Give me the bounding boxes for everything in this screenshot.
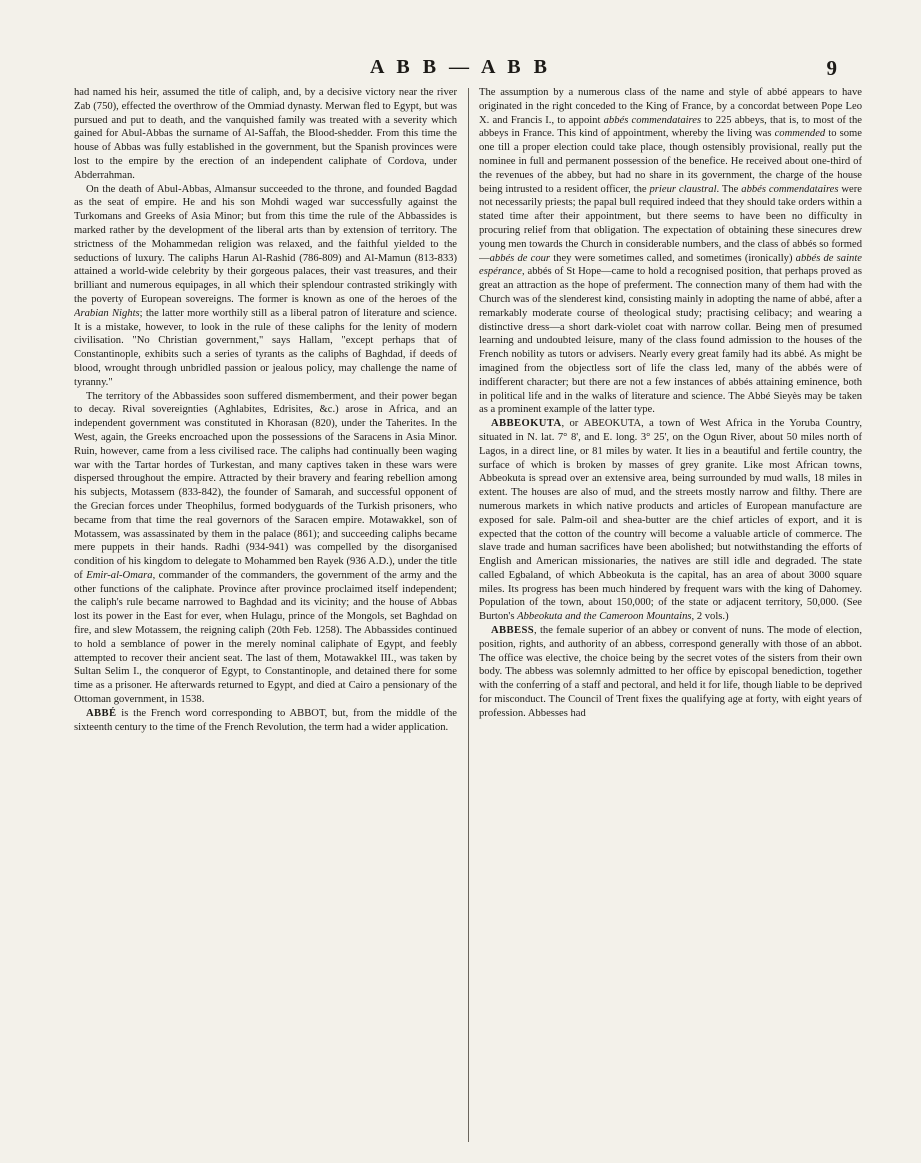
page-header bbox=[0, 56, 921, 82]
left-column bbox=[74, 86, 457, 1144]
paragraph-abbe-continued: The assumption by a numerous class of the name and style of abbé appears to have originated in the right conceded to the King of France, by a concordat between Pope Leo X. and Francis I., to appoint abbés commendataires to 225 abbeys, that is, to most of the abbeys in France. This kind of appointment, whereby the living was commended to some one till a proper election could take place, though ostensibly provisional, really put the nominee in full and permanent possession of the benefice. He received about one-third of the revenues of the abbey, but had no share in its government, the charge of the house being intrusted to a resident officer, the prieur claustral. The abbés commendataires were not necessarily priests; the papal bull required indeed that they should take orders within a stated time after their appointment, but there seems to have been no difficulty in procuring relief from that obligation. The expectation of obtaining these sinecures drew young men towards the Church in considerable numbers, and the class of abbés so formed—abbés de cour they were sometimes called, and sometimes (ironically) abbés de sainte espérance, abbés of St Hope—came to hold a recognised position, that perhaps proved as great an attraction as the hope of preferment. The connection many of them had with the Church was of the slenderest kind, consisting mainly in adopting the name of abbé, after a remarkably moderate course of theological study; practising celibacy; and wearing a distinctive dress—a short dark-violet coat with narrow collar. Being men of presumed learning and undoubted leisure, many of the class found admission to the houses of the French nobility as tutors or advisers. Nearly every great family had its abbé. As might be imagined from the objectless sort of life the class led, many of the abbés were of indifferent character; but there are not a few instances of abbés attaining eminence, both in political life and in the walks of literature and science. The Abbé Sieyès may be taken as a prominent example of the latter type. bbox=[479, 87, 862, 416]
italic-title-arabian-nights: Arabian Nights bbox=[74, 307, 140, 319]
headword-abbeokuta: ABBEOKUTA bbox=[491, 418, 562, 430]
page-number: 9 bbox=[826, 56, 837, 80]
entry-abbeokuta: ABBEOKUTA, or ABEOKUTA, a town of West Africa in the Yoruba Country, situated in N. lat. 7° 8', and E. long. 3° 25', on the Ogun River, about 50 miles north of Lagos, in a direct line, or 81 miles by water. It lies in a beautiful and fertile country, the surface of which is broken by masses of grey granite. Like most African towns, Abbeokuta is spread over an extensive area, being surrounded by mud walls, 18 miles in extent. The houses are also of mud, and the streets mostly narrow and filthy. There are numerous markets in which native products and articles of European manufacture are exposed for sale. Palm-oil and shea-butter are the chief articles of export, and it is expected that the cotton of the country will become a valuable article of commerce. The slave trade and human sacrifices have been abolished; but notwithstanding the efforts of English and American missionaries, the natives are still idle and degraded. The state called Egbaland, of which Abbeokuta is the capital, has an area of about 3000 square miles. Its progress has been much hindered by frequent wars with the king of Dahomey. Population of the town, about 150,000; of the state or adjacent territory, 50,000. (See Burton's Abbeokuta and the Cameroon Mountains, 2 vols.) bbox=[479, 418, 862, 623]
paragraph-almansur: On the death of Abul-Abbas, Almansur succeeded to the throne, and founded Bagdad as the seat of empire. He and his son Mohdi waged war successfully against the Turkomans and Greeks of Asia Minor; but from this time the rule of the Abbassides is marked rather by the development of the liberal arts than by extension of territory. The strictness of the Mohammedan religion was relaxed, and the faithful yielded to the seductions of luxury. The caliphs Harun Al-Rashid (786-809) and Al-Mamun (813-833) attained a world-wide celebrity by their gorgeous palaces, their vast treasures, and their brilliant and numerous equipages, in all which their splendour contrasted strikingly with the poverty of European sovereigns. The former is known as one of the heroes of the Arabian Nights; the latter more worthily still as a liberal patron of literature and science. It is a mistake, however, to look in the rule of these caliphs for the lenity of modern civilisation. "No Christian government," says Hallam, "except perhaps that of Constantinople, exhibits such a series of tyrants as the caliphs of Baghdad, if deeds of blood, wrought through unbridled passion or jealous policy, may challenge the name of tyranny." bbox=[74, 183, 457, 388]
paragraph-abbassides-continued: had named his heir, assumed the title of caliph, and, by a decisive victory near the river Zab (750), effected the overthrow of the Ommiad dynasty. Merwan fled to Egypt, but was pursued and put to death, and the vanquished family was treated with a severity which gained for Abul-Abbas the surname of Al-Saffah, the Blood-shedder. From this time the house of Abbas was fully established in the government, but the Spanish provinces were lost to the empire by the erection of an independent caliphate of Cordova, under Abderrahman. bbox=[74, 87, 457, 181]
italic-title-burton: Abbeokuta and the Cameroon Mountains bbox=[517, 611, 692, 623]
column-divider bbox=[468, 88, 469, 1142]
entry-abbe: ABBÉ is the French word corresponding to ABBOT, but, from the middle of the sixteenth century to the time of the French Revolution, the term had a wider application. bbox=[74, 707, 457, 733]
right-column bbox=[479, 86, 862, 1144]
headword-abbess: ABBESS bbox=[491, 625, 535, 637]
italic-title-emir-al-omara: Emir-al-Omara bbox=[86, 569, 153, 581]
entry-abbess: ABBESS, the female superior of an abbey or convent of nuns. The mode of election, position, rights, and authority of an abbess, correspond generally with those of an abbot. The office was elective, the choice being by the secret votes of the sisters from their own body. The abbess was solemnly admitted to her office by episcopal benediction, together with the conferring of a staff and pectoral, and held it for life, though liable to be deprived for misconduct. The Council of Trent fixes the qualifying age at forty, with eight years of profession. Abbesses had bbox=[479, 625, 862, 719]
paragraph-dismemberment: The territory of the Abbassides soon suffered dismemberment, and their power began to decay. Rival sovereignties (Aghlabites, Edrisites, &c.) arose in Africa, and an independent government was constituted in Khorasan (820), under the Taherites. In the West, again, the Greeks encroached upon the possessions of the Saracens in Asia Minor. Ruin, however, came from a less civilised race. The caliphs had continually been waging war with the Tartar hordes of Turkestan, and many captives taken in these wars were dispersed throughout the empire. Attracted by their bravery and fearing rebellion among his subjects, Motassem (833-842), the founder of Samarah, and successful opponent of the Grecian forces under Theophilus, formed bodyguards of the Turkish prisoners, who became from that time the real governors of the Saracen empire. Motawakkel, son of Motassem, was assassinated by them in the palace (861); and succeeding caliphs became mere puppets in their hands. Radhi (934-941) was compelled by the disorganised condition of his kingdom to delegate to Mohammed ben Rayek (936 A.D.), under the title of Emir-al-Omara, commander of the commanders, the government of the army and the other functions of the caliphate. Province after province proclaimed itself independent; the caliph's rule became narrowed to Baghdad and its vicinity; and the house of Abbas lost its power in the East for ever, when Hulagu, prince of the Mongols, set Baghdad on fire, and slew Motassem, the reigning caliph (20th Feb. 1258). The Abbassides continued to hold a semblance of power in the merely nominal caliphate of Egypt, and feebly attempted to recover their ancient seat. The last of them, Motawakkel III., was taken by Sultan Selim I., the conqueror of Egypt, to Constantinople, and detained there for some time as a prisoner. He afterwards returned to Egypt, and died at Cairo a pensionary of the Ottoman government, in 1538. bbox=[74, 390, 457, 706]
headword-abbe: ABBÉ bbox=[86, 707, 117, 719]
text-columns bbox=[74, 86, 862, 1144]
running-head: A B B — A B B bbox=[370, 56, 551, 78]
